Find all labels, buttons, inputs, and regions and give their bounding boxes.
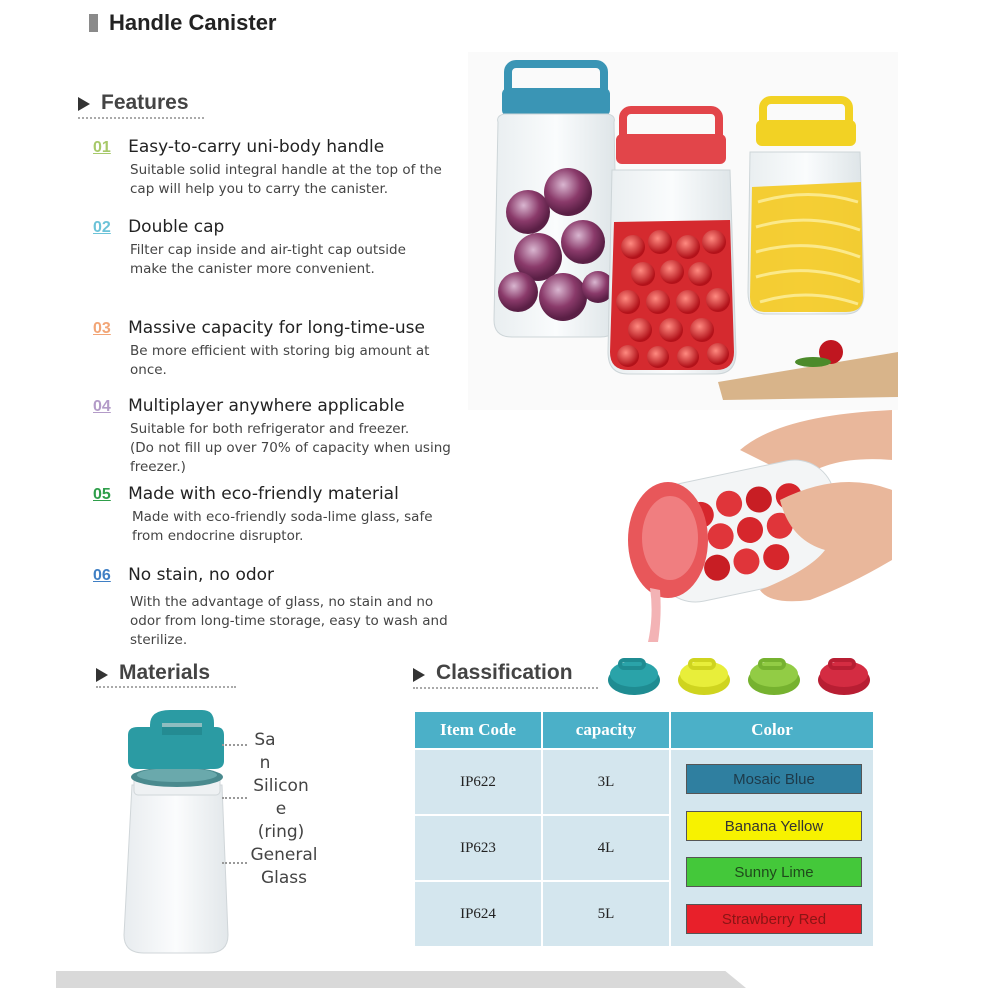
capacity-cell: 3L bbox=[543, 750, 669, 814]
lid-strawberry-red bbox=[818, 660, 870, 695]
feature-desc-line: from endocrine disruptor. bbox=[132, 528, 304, 544]
glass-leader-line bbox=[222, 862, 247, 864]
feature-title: Massive capacity for long-time-use bbox=[128, 318, 425, 338]
lid-mosaic-blue bbox=[608, 660, 660, 695]
feature-item bbox=[93, 137, 483, 199]
color-swatch-banana-yellow: Banana Yellow bbox=[686, 811, 862, 841]
capacity-cell: 4L bbox=[543, 816, 669, 880]
lid-sunny-lime bbox=[748, 660, 800, 695]
feature-desc-line: sterilize. bbox=[130, 632, 188, 648]
glass-label-line: General bbox=[250, 845, 318, 865]
page-title: Handle Canister bbox=[109, 10, 277, 35]
san-leader-line bbox=[222, 744, 247, 746]
color-swatch-mosaic-blue: Mosaic Blue bbox=[686, 764, 862, 794]
feature-number: 01 bbox=[93, 139, 111, 156]
header-color: Color bbox=[671, 712, 873, 748]
classification-arrow-icon bbox=[413, 668, 425, 682]
san-label-line: n bbox=[259, 753, 271, 773]
feature-item bbox=[93, 396, 483, 477]
color-swatch-sunny-lime: Sunny Lime bbox=[686, 857, 862, 887]
feature-item bbox=[93, 318, 483, 380]
feature-desc-line: Filter cap inside and air-tight cap outside bbox=[130, 242, 406, 258]
materials-jar-image bbox=[110, 705, 240, 957]
capacity-cell: 5L bbox=[543, 882, 669, 946]
color-swatch-strawberry-red: Strawberry Red bbox=[686, 904, 862, 934]
product-photo-pouring bbox=[610, 410, 892, 650]
feature-desc-line: With the advantage of glass, no stain and no bbox=[130, 594, 434, 610]
feature-desc-line: make the canister more convenient. bbox=[130, 261, 375, 277]
silicone-label-line: (ring) bbox=[257, 822, 305, 842]
classification-heading: Classification bbox=[436, 661, 573, 684]
feature-number: 04 bbox=[93, 398, 111, 415]
silicone-leader-line bbox=[222, 797, 247, 799]
materials-arrow-icon bbox=[96, 668, 108, 682]
silicone-label-line: e bbox=[275, 799, 287, 819]
features-underline bbox=[78, 117, 204, 119]
features-arrow-icon bbox=[78, 97, 90, 111]
feature-description bbox=[130, 342, 483, 380]
silicone-label bbox=[246, 775, 316, 844]
footer-bar bbox=[56, 971, 746, 988]
glass-label bbox=[246, 844, 322, 890]
feature-number: 05 bbox=[93, 486, 111, 503]
silicone-label-line: Silicon bbox=[253, 776, 309, 796]
feature-desc-line: Be more efficient with storing big amount at bbox=[130, 343, 430, 359]
feature-title: Multiplayer anywhere applicable bbox=[128, 396, 405, 416]
feature-desc-line: odor from long-time storage, easy to wash and bbox=[130, 613, 448, 629]
feature-description bbox=[132, 508, 483, 546]
glass-label-line: Glass bbox=[260, 868, 308, 888]
item-code-cell: IP623 bbox=[415, 816, 541, 880]
header-capacity: capacity bbox=[543, 712, 669, 748]
product-photo-jars bbox=[468, 52, 898, 410]
feature-description bbox=[130, 161, 483, 199]
feature-number: 02 bbox=[93, 219, 111, 236]
item-code-cell: IP622 bbox=[415, 750, 541, 814]
feature-description bbox=[130, 241, 483, 279]
item-code-cell: IP624 bbox=[415, 882, 541, 946]
feature-desc-line: Suitable for both refrigerator and freezer. bbox=[130, 421, 410, 437]
feature-title: Made with eco-friendly material bbox=[128, 484, 399, 504]
materials-underline bbox=[96, 686, 236, 688]
features-heading: Features bbox=[101, 91, 189, 114]
feature-desc-line: cap will help you to carry the canister. bbox=[130, 181, 389, 197]
lid-color-swatches bbox=[606, 652, 902, 698]
header-item-code: Item Code bbox=[415, 712, 541, 748]
feature-number: 03 bbox=[93, 320, 111, 337]
feature-description bbox=[130, 420, 483, 477]
san-label-line: Sa bbox=[254, 730, 276, 750]
title-marker bbox=[89, 14, 98, 32]
feature-desc-line: Suitable solid integral handle at the top of the bbox=[130, 162, 442, 178]
san-label bbox=[250, 729, 280, 775]
materials-heading: Materials bbox=[119, 661, 211, 684]
lid-banana-yellow bbox=[678, 660, 730, 695]
feature-number: 06 bbox=[93, 567, 111, 584]
feature-item bbox=[93, 217, 483, 279]
feature-item bbox=[93, 484, 483, 546]
classification-underline bbox=[413, 687, 598, 689]
feature-desc-line: Made with eco-friendly soda-lime glass, safe bbox=[132, 509, 433, 525]
feature-item bbox=[93, 565, 483, 650]
feature-title: Double cap bbox=[128, 217, 225, 237]
feature-title: Easy-to-carry uni-body handle bbox=[128, 137, 385, 157]
feature-desc-line: once. bbox=[130, 362, 167, 378]
feature-desc-line: freezer.) bbox=[130, 459, 186, 475]
feature-description bbox=[130, 593, 483, 650]
feature-title: No stain, no odor bbox=[128, 565, 275, 585]
feature-desc-line: (Do not fill up over 70% of capacity when using bbox=[130, 440, 451, 456]
